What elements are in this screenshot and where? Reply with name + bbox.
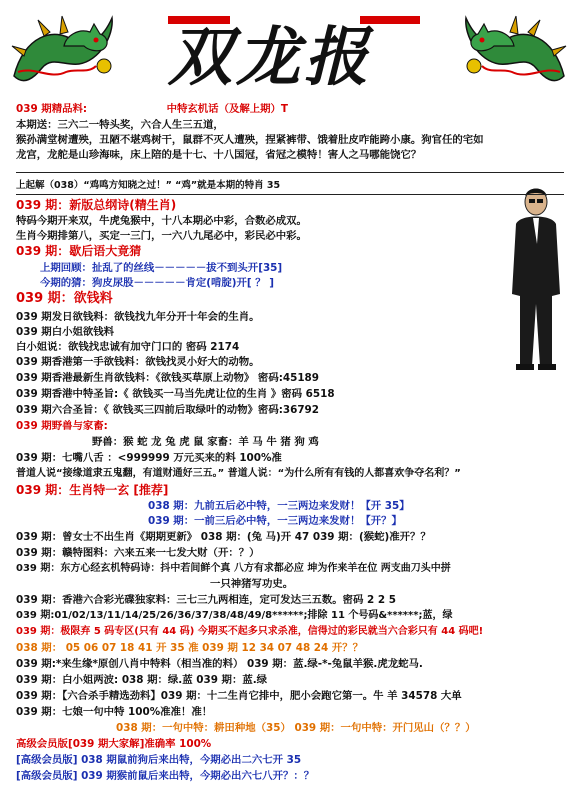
text-line: 038 期：一句中特：耕田种地（35） 039 期：一句中特：开门见山（？？） [116, 722, 476, 734]
text-line: 白小姐说：欲钱找忠诚有加守门口的 密码 2174 [16, 341, 240, 353]
text-line: 039 期六合圣旨：《 欲钱买三四前后取绿叶的动物》密码:36792 [16, 404, 320, 416]
text-line: [高级会员版] 038 期鼠前狗后来出特，今期必出二六七开 35 [16, 754, 302, 766]
text-line: 今期的猜：狗皮尿股－－－－－肯定(啃腚)开[ ？ ] [40, 277, 275, 289]
text-line: 生肖今期排第八，买定一三门，一六八九尾必中，彩民必中彩。 [16, 230, 307, 242]
text-line: 本期送：三六二一特头奖，六合人生三五道， [16, 119, 224, 131]
divider [16, 172, 564, 173]
text-line: 039 期香港最新生肖欲钱料：《欲钱买草原上动物》 密码:45189 [16, 372, 320, 384]
text-line: 猴孙满堂树遭殃，丑陋不堪鸡树干，鼠群不灭人遭殃，捏紧裤带、饿着肚皮咋能跨小康。狗官任的宅如 [16, 134, 484, 146]
text-line: 039 期：东方心经玄机特码诗：抖中若间鲜个真 八方有求都必应 坤为作来羊在位 两支曲刀头中拼 [16, 563, 451, 574]
divider [16, 194, 564, 195]
text-line: 039 期：赣特图料：六来五来一七发大财（开：？） [16, 547, 260, 559]
text-line: 一只神猪写功史。 [210, 578, 294, 590]
text-line: 039 期：七娘一句中特 100%准准！准！ [16, 706, 213, 718]
section-header: 039 期野兽与家畜: [16, 420, 108, 432]
text-line: 039 期白小姐欲钱料 [16, 326, 115, 338]
right-dragon-icon [456, 6, 574, 94]
text-line: [高级会员版] 039 期猴前鼠后来出特，今期必出六七八开？：？ [16, 770, 315, 782]
left-dragon-icon [4, 6, 122, 94]
text-line: 039 期香港中特圣旨:《 欲钱买一马当先虎让位的生肖 》密码 6518 [16, 388, 335, 400]
text-line: 039 期:01/02/13/11/14/25/26/36/37/38/48/49/8******;排除 11 个号码&******;蓝，绿 [16, 610, 453, 621]
text-line: 039 期发日欲钱料：欲钱找九年分开十年会的生肖。 [16, 311, 260, 323]
text-line: 039 期：香港六合彩光碟独家料：三七三九两相连，定可发达三五数。密码 2 2 5 [16, 594, 396, 606]
section-header: 039 期：生肖特一玄 [推荐] [16, 483, 169, 497]
text-line: 039 期：七嘴八舌 ：<999999 万元买来的料 100%准 [16, 452, 282, 464]
text-line: 038 期：九前五后必中特，一三两边来发财！【开 35】 [148, 500, 410, 512]
section-label: 039 期精品料: [16, 103, 88, 115]
text-line: 038 期： 05 06 07 18 41 开 35 准 039 期 12 34 07 48 24 开？？ [16, 642, 364, 654]
section-subtitle: 中特玄机话（及解上期）T [166, 103, 289, 115]
text-line: 039 期：白小姐两波: 038 期：绿.蓝 039 期：蓝.绿 [16, 674, 268, 686]
text-line: 龙宫，龙舵是山珍海味，床上陪的是十七、十八国冠，省冠之模特！害人之马哪能饶它？ [16, 149, 422, 161]
text-line: 039 期：一前三后必中特，一三两边来发财！【开？】 [148, 515, 402, 527]
text-line: 野兽：猴 蛇 龙 兔 虎 鼠 家畜：羊 马 牛 猪 狗 鸡 [92, 436, 319, 448]
text-line: 039 期:*来生缘*原创八肖中特料（相当准的料） 039 期：蓝.绿-*-兔鼠羊猴.虎龙蛇马. [16, 658, 423, 670]
text-line: 普道人说“接缘道隶五鬼翻，有道财通好三五。” 普道人说：“为什么所有有钱的人都喜欢争夺名利？” [16, 468, 461, 479]
text-line: 039 期：曾女士不出生肖《期期更新》 038 期：(兔 马)开 47 039 期：(猴蛇)准开？？ [16, 531, 431, 543]
header-banner [0, 0, 578, 100]
text-line: 特码今期开来双，牛虎兔猴中，十八本期必中彩，合数必成双。 [16, 215, 307, 227]
text-line [16, 625, 483, 639]
text-line: 上起解（038）“鸡鸣方知晓之过！” “鸡”就是本期的特肖 35 [16, 180, 281, 191]
text-line: 上期回顾：扯乱了的丝线－－－－－拔不到头开[35] [40, 262, 283, 274]
text-line [16, 102, 288, 116]
section-header: 039 期：歇后语大竟猜 [16, 244, 142, 258]
section-header: 039 期：新版总纲诗(精生肖) [16, 198, 177, 212]
text-line: 高级会员版[039 期大家解]准确率 100% [16, 738, 212, 750]
page-title: 双龙报 [168, 20, 372, 95]
text-line: 039 期：极限弃 5 码专区(只有 44 码) 今期买不起多只求杀准，信得过的彩民就当六合彩只有 44 码吧! [16, 626, 484, 637]
section-header: 039 期：欲钱料 [16, 291, 113, 306]
man-figure-icon [506, 184, 566, 372]
text-line: 039 期：【六合杀手精选劲料】039 期：十二生肖它排中，肥小会跑它第一。牛 羊 34578 大单 [16, 690, 462, 702]
text-line: 039 期香港第一手欲钱料：欲钱找灵小好大的动物。 [16, 356, 260, 368]
